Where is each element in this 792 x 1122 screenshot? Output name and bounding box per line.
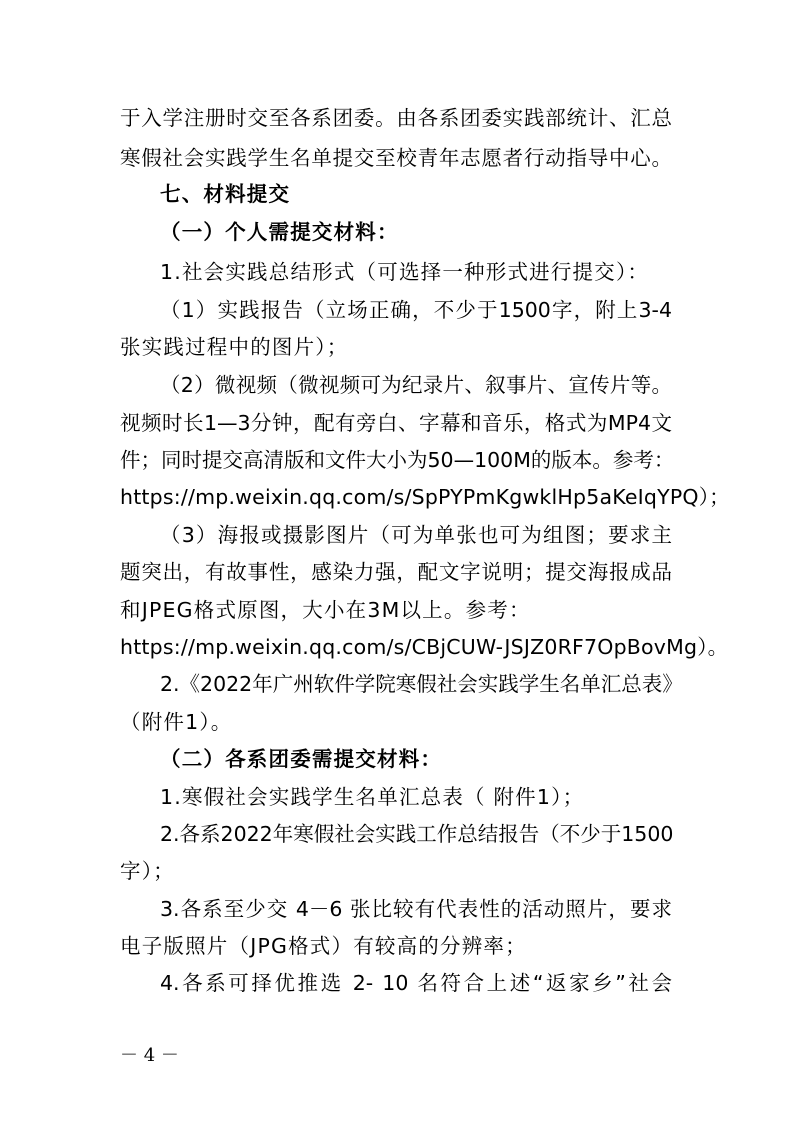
text-line: 张实践过程中的图片）； [120, 335, 349, 359]
text-line: 和JPEG格式原图，大小在3M以上。参考： [120, 598, 531, 622]
text-line: 2.《2022年广州软件学院寒假社会实践学生名单汇总表》 [160, 672, 683, 696]
text-line: 4.各系可择优推选 2- 10 名符合上述“返家乡”社会 [160, 971, 672, 995]
text-line: 于入学注册时交至各系团委。由各系团委实践部统计、汇总 [120, 106, 672, 130]
text-line: 电子版照片（JPG格式）有较高的分辨率； [120, 934, 527, 958]
subsection-heading: （二）各系团委需提交材料： [160, 747, 443, 771]
text-line: （附件1）。 [120, 710, 233, 734]
subsection-heading: （一）个人需提交材料： [160, 220, 399, 244]
text-line: 题突出，有故事性，感染力强，配文字说明；提交海报成品 [120, 560, 672, 584]
text-line: 视频时长1—3分钟，配有旁白、字幕和音乐，格式为MP4文 [120, 411, 672, 435]
text-line: 字）； [120, 859, 175, 883]
page-number: － 4 － [120, 1045, 179, 1066]
text-line: 件；同时提交高清版和文件大小为50—100M的版本。参考： [120, 448, 675, 472]
text-line: （2）微视频（微视频可为纪录片、叙事片、宣传片等。 [160, 373, 672, 397]
text-line: 1.寒假社会实践学生名单汇总表（ 附件1）； [160, 785, 585, 809]
text-line: 3.各系至少交 4－6 张比较有代表性的活动照片，要求 [160, 897, 672, 921]
section-heading: 七、材料提交 [160, 182, 291, 206]
reference-link[interactable]: https://mp.weixin.qq.com/s/SpPYPmKgwklHp5aKeIqYPQ）； [120, 485, 730, 509]
text-line: 2.各系2022年寒假社会实践工作总结报告（不少于1500 [160, 822, 674, 846]
reference-link[interactable]: https://mp.weixin.qq.com/s/CBjCUW-JSJZ0RF7OpBovMg）。 [120, 635, 729, 659]
text-line: （1）实践报告（立场正确，不少于1500字，附上3-4 [160, 298, 672, 322]
text-line: （3）海报或摄影图片（可为单张也可为组图；要求主 [160, 523, 672, 547]
text-line: 1.社会实践总结形式（可选择一种形式进行提交）： [160, 260, 650, 284]
text-line: 寒假社会实践学生名单提交至校青年志愿者行动指导中心。 [120, 146, 672, 170]
